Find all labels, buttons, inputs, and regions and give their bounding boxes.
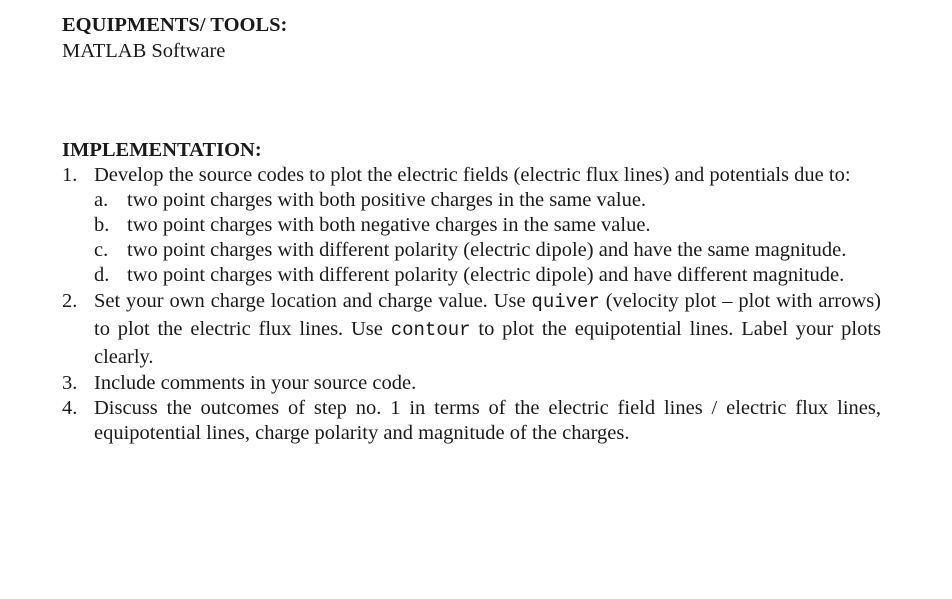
item-text-part2: (velocity plot – plot with arrows) to plot the electric flux lines. Use <box>94 290 881 340</box>
item-number: 2. <box>62 290 78 312</box>
sub-item-c <box>94 238 881 263</box>
sub-item-letter: c. <box>94 239 109 261</box>
implementation-item-4 <box>62 396 881 446</box>
sub-item-text: two point charges with different polarity (electric dipole) and have different magnitude. <box>127 264 845 286</box>
code-contour: contour <box>390 319 471 341</box>
implementation-item-3 <box>62 371 881 396</box>
item-number: 1. <box>62 164 78 186</box>
item-text: Develop the source codes to plot the electric fields (electric flux lines) and potentials due to: <box>94 164 851 186</box>
implementation-list <box>62 163 881 446</box>
sub-item-letter: a. <box>94 189 109 211</box>
equipment-heading: EQUIPMENTS/ TOOLS: <box>62 14 288 36</box>
item-text: Include comments in your source code. <box>94 372 417 394</box>
code-quiver: quiver <box>531 291 600 313</box>
implementation-item-2 <box>62 288 881 371</box>
equipment-value: MATLAB Software <box>62 40 226 62</box>
sub-item-letter: b. <box>94 214 110 236</box>
sub-item-d <box>94 263 881 288</box>
implementation-item-1 <box>62 163 881 288</box>
sub-item-text: two point charges with both positive charges in the same value. <box>127 189 647 211</box>
sub-item-letter: d. <box>94 264 110 286</box>
sub-item-text: two point charges with both negative charges in the same value. <box>127 214 651 236</box>
item-text-part3: to plot the equipotential lines. Label your plots clearly. <box>94 318 882 368</box>
implementation-heading: IMPLEMENTATION: <box>62 139 262 161</box>
sub-item-a <box>94 188 881 213</box>
sub-list <box>94 188 881 288</box>
item-number: 3. <box>62 372 78 394</box>
sub-item-text: two point charges with different polarity (electric dipole) and have the same magnitude. <box>127 239 847 261</box>
sub-item-b <box>94 213 881 238</box>
item-text-part1: Set your own charge location and charge value. Use <box>94 290 532 312</box>
item-text: Discuss the outcomes of step no. 1 in terms of the electric field lines / electric flux lines, equipotential lines, charge polarity and magnitude of the charges. <box>94 397 881 444</box>
section-spacer <box>62 64 881 137</box>
item-number: 4. <box>62 397 78 419</box>
document-page <box>62 12 881 446</box>
